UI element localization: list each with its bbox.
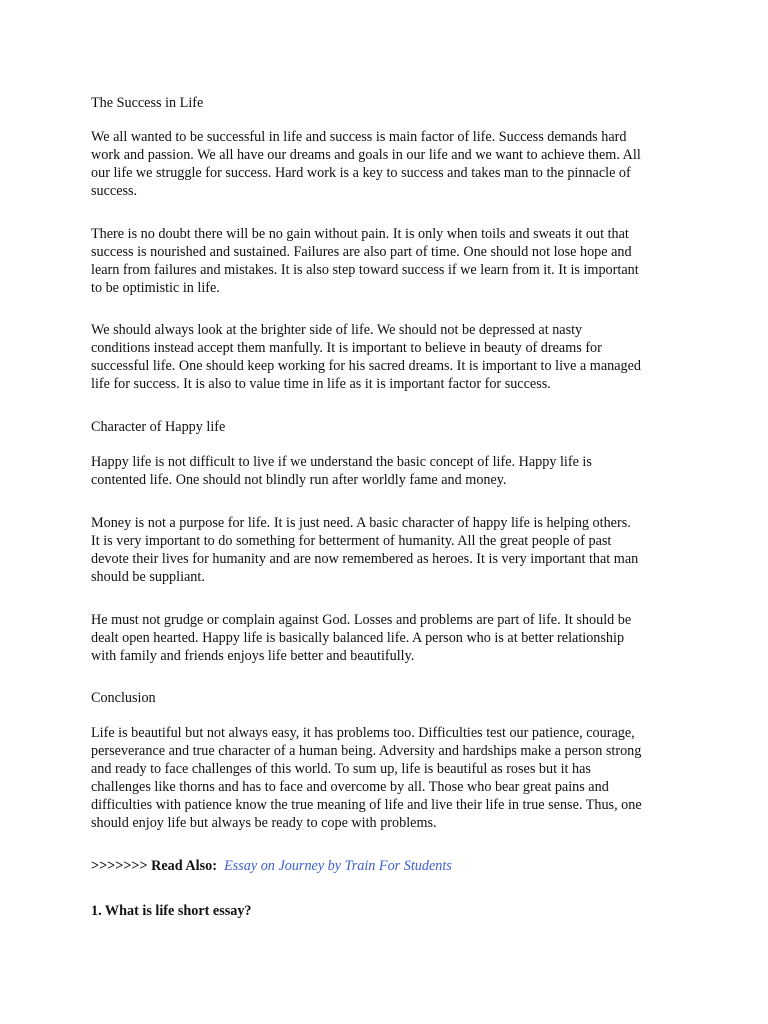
paragraph-line: There is no doubt there will be no gain without pain. It is only when toils and sweats it out that: [91, 226, 629, 242]
paragraph-line: life for success. It is also to value time in life as it is important factor for success.: [91, 376, 551, 392]
paragraph-line: should be suppliant.: [91, 569, 205, 585]
read-also-line: [91, 857, 452, 875]
read-also-link[interactable]: Essay on Journey by Train For Students: [224, 858, 452, 874]
section-heading-conclusion: Conclusion: [91, 690, 156, 706]
paragraph-line: He must not grudge or complain against God. Losses and problems are part of life. It should be: [91, 612, 632, 628]
paragraph-line: and ready to face challenges of this world. To sum up, life is beautiful as roses but it has: [91, 761, 591, 777]
paragraph-line: work and passion. We all have our dreams and goals in our life and we want to achieve them. All: [91, 147, 641, 163]
paragraph-line: devote their lives for humanity and are now remembered as heroes. It is very important that man: [91, 551, 639, 567]
faq-heading: 1. What is life short essay?: [91, 903, 252, 919]
paragraph-line: learn from failures and mistakes. It is also step toward success if we learn from it. It is important: [91, 262, 639, 278]
paragraph-line: We should always look at the brighter side of life. We should not be depressed at nasty: [91, 322, 583, 338]
paragraph-line: contented life. One should not blindly run after worldly fame and money.: [91, 472, 507, 488]
paragraph-line: We all wanted to be successful in life and success is main factor of life. Success demands hard: [91, 129, 627, 145]
page-title: The Success in Life: [91, 95, 204, 111]
section-heading-happy-life: Character of Happy life: [91, 419, 226, 435]
paragraph-line: Happy life is not difficult to live if we understand the basic concept of life. Happy life is: [91, 454, 592, 470]
paragraph-line: It is very important to do something for betterment of humanity. All the great people of past: [91, 533, 612, 549]
paragraph-line: dealt open hearted. Happy life is basically balanced life. A person who is at better relationship: [91, 630, 625, 646]
paragraph-line: to be optimistic in life.: [91, 280, 220, 296]
paragraph-line: perseverance and true character of a human being. Adversity and hardships make a person strong: [91, 743, 642, 759]
paragraph-line: success.: [91, 183, 138, 199]
paragraph-line: conditions instead accept them manfully. It is important to believe in beauty of dreams for: [91, 340, 602, 356]
paragraph-line: successful life. One should keep working for his sacred dreams. It is important to live a managed: [91, 358, 642, 374]
paragraph-line: difficulties with patience know the true meaning of life and live their life in true sense. Thus, one: [91, 797, 642, 813]
paragraph-line: our life we struggle for success. Hard work is a key to success and takes man to the pinnacle of: [91, 165, 631, 181]
paragraph-line: challenges like thorns and has to face and overcome by all. Those who bear great pains and: [91, 779, 609, 795]
paragraph-line: Money is not a purpose for life. It is just need. A basic character of happy life is helping others.: [91, 515, 631, 531]
paragraph-line: should enjoy life but always be ready to cope with problems.: [91, 815, 437, 831]
paragraph-line: success is nourished and sustained. Failures are also part of time. One should not lose hope and: [91, 244, 632, 260]
read-also-prefix: >>>>>>> Read Also:: [91, 858, 217, 874]
paragraph-line: Life is beautiful but not always easy, it has problems too. Difficulties test our patience, courage,: [91, 725, 635, 741]
paragraph-line: with family and friends enjoys life better and beautifully.: [91, 648, 415, 664]
